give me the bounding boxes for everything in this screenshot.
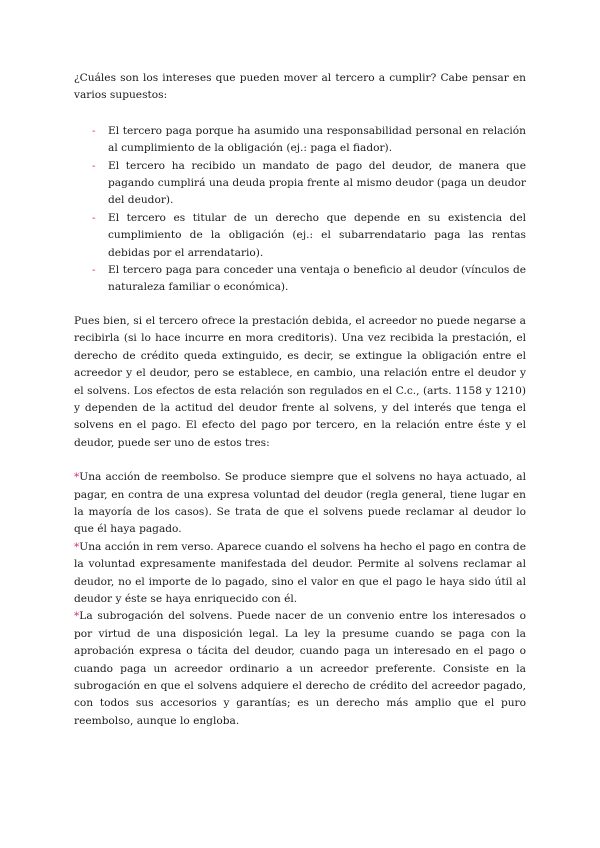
list-item bbox=[92, 210, 526, 262]
effect-text: Una acción in rem verso. Aparece cuando el solvens ha hecho el pago en contra de la voluntad expresamente manifestada del deudor. Permite al solvens reclamar al deudor, no el importe de lo pagado, sino el valor en que el pago le haya sido útil al deudor y éste se haya enriquecido con él. bbox=[74, 540, 526, 605]
asterisk-icon: * bbox=[74, 471, 80, 484]
list-item bbox=[92, 158, 526, 210]
list-item bbox=[92, 262, 526, 297]
cases-list bbox=[74, 123, 526, 297]
effect-paragraph bbox=[74, 539, 526, 609]
asterisk-icon: * bbox=[74, 540, 80, 553]
case-text: El tercero paga porque ha asumido una responsabilidad personal en relación al cumplimiento de la obligación (ej.: paga el fiador). bbox=[108, 124, 526, 155]
effect-text: La subrogación del solvens. Puede nacer de un convenio entre los interesados o por virtud de una disposición legal. La ley la presume cuando se paga con la aprobación expresa o tácita del deudor, cuando paga un interesado en el pago o cuando paga un acreedor ordinario a un acreedor preferente. Consiste en la subrogación en que el solvens adquiere el derecho de crédito del acreedor pagado, con todos sus accesorios y garantías; es un derecho más amplio que el puro reembolso, aunque lo engloba. bbox=[74, 610, 526, 727]
effect-paragraph bbox=[74, 469, 526, 539]
effects-section bbox=[74, 469, 526, 730]
effect-text: Una acción de reembolso. Se produce siempre que el solvens no haya actuado, al pagar, en contra de una expresa voluntad del deudor (regla general, tiene lugar en la mayoría de los casos). Se trata de que el solvens puede reclamar al deudor lo que él haya pagado. bbox=[74, 471, 526, 536]
case-text: El tercero ha recibido un mandato de pago del deudor, de manera que pagando cumplirá una deuda propia frente al mismo deudor (paga un deudor del deudor). bbox=[108, 159, 526, 207]
case-text: El tercero es titular de un derecho que depende en su existencia del cumplimiento de la obligación (ej.: el subarrendatario paga las rentas debidas por el arrendatario). bbox=[108, 211, 526, 259]
list-item bbox=[92, 123, 526, 158]
asterisk-icon: * bbox=[74, 610, 80, 623]
dash-bullet-icon: - bbox=[92, 264, 96, 277]
dash-bullet-icon: - bbox=[92, 124, 96, 137]
body-paragraph: Pues bien, si el tercero ofrece la prestación debida, el acreedor no puede negarse a recibirla (si lo hace incurre en mora creditoris). Una vez recibida la prestación, el derecho de crédito queda extinguido, es decir, se extingue la obligación entre el acreedor y el deudor, pero se establece, en cambio, una relación entre el deudor y el solvens. Los efectos de esta relación son regulados en el C.c., (arts. 1158 y 1210) y dependen de la actitud del deudor frente al solvens, y del interés que tenga el solvens en el pago. El efecto del pago por tercero, en la relación entre éste y el deudor, puede ser uno de estos tres: bbox=[74, 314, 526, 449]
case-text: El tercero paga para conceder una ventaja o beneficio al deudor (vínculos de naturaleza familiar o económica). bbox=[108, 264, 526, 294]
dash-bullet-icon: - bbox=[92, 159, 96, 172]
intro-paragraph: ¿Cuáles son los intereses que pueden mover al tercero a cumplir? Cabe pensar en varios supuestos: bbox=[74, 72, 526, 102]
effect-paragraph bbox=[74, 608, 526, 730]
dash-bullet-icon: - bbox=[92, 211, 96, 224]
